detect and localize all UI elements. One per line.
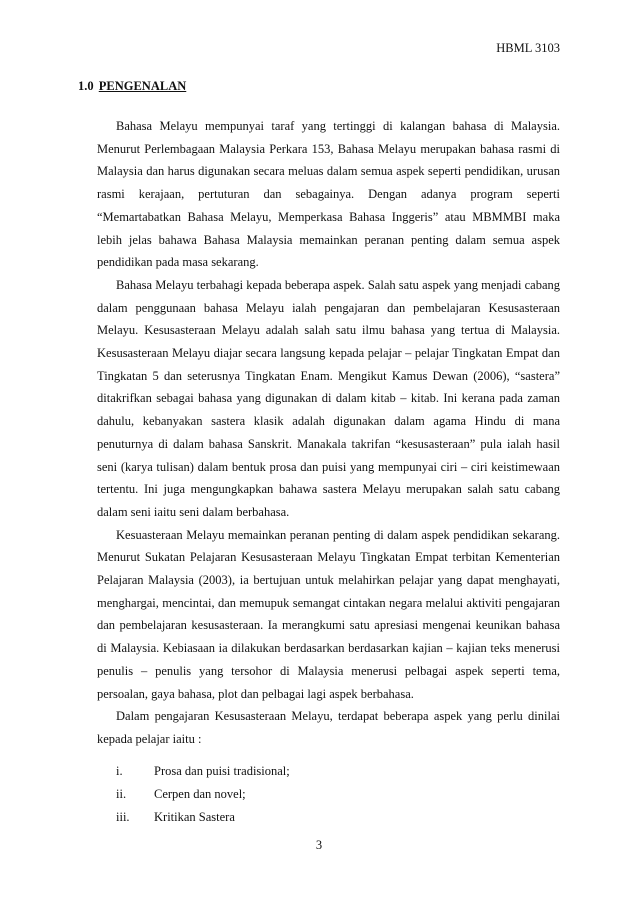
- paragraph-assessment: Dalam pengajaran Kesusasteraan Melayu, terdapat beberapa aspek yang perlu dinilai kepada pelajar iaitu :: [97, 709, 560, 746]
- list-marker: iii.: [116, 810, 130, 824]
- paragraph-intro: Bahasa Melayu mempunyai taraf yang tertinggi di kalangan bahasa di Malaysia. Menurut Perlembagaan Malaysia Perkara 153, Bahasa Melayu merupakan bahasa rasmi di Malaysia dan harus digunakan secara meluas dalam semua aspek seperti pendidikan, urusan rasmi kerajaan, pertuturan dan sebagainya. Dengan adanya program seperti “Memartabatkan Bahasa Melayu, Memperkasa Bahasa Inggeris” atau MBMMBI maka lebih jelas bahawa Bahasa Malaysia memainkan peranan penting dalam semua aspek pendidikan pada masa sekarang.: [97, 119, 560, 270]
- list-marker: ii.: [116, 787, 127, 801]
- page-number: 3: [315, 838, 323, 852]
- paragraph-aspects: Bahasa Melayu terbahagi kepada beberapa aspek. Salah satu aspek yang menjadi cabang dalam penggunaan bahasa Melayu ialah pengajaran dan pembelajaran Kesusasteraan Melayu. Kesusasteraan Melayu adalah salah satu ilmu bahasa yang tertua di Malaysia. Kesusasteraan Melayu diajar secara langsung kepada pelajar – pelajar Tingkatan Empat dan Tingkatan 5 dan seterusnya Tingkatan Enam. Mengikut Kamus Dewan (2006), “sastera” ditakrifkan sebagai bahasa yang digunakan di dalam kitab – kitab. Ini kerana pada zaman dahulu, kebanyakan sastera klasik adalah digunakan dalam agama Hindu di mana penuturnya di dalam bahasa Sanskrit. Manakala takrifan “kesusasteraan” pula ialah hasil seni (karya tulisan) dalam bentuk prosa dan puisi yang mempunyai ciri – ciri keistimewaan tertentu. Ini juga mengungkapkan bahawa sastera Melayu merupakan salah satu cabang dalam seni iaitu seni dalam berbahasa.: [97, 277, 560, 519]
- list-item-text: Kritikan Sastera: [154, 810, 235, 824]
- list-item: [116, 810, 235, 825]
- course-code-header: HBML 3103: [496, 41, 560, 55]
- section-number: 1.0: [78, 79, 94, 93]
- list-item: [116, 764, 290, 779]
- paragraph-importance: Kesuasteraan Melayu memainkan peranan penting di dalam aspek pendidikan sekarang. Menurut Sukatan Pelajaran Kesusasteraan Melayu Tingkatan Empat terbitan Kementerian Pelajaran Malaysia (2003), ia bertujuan untuk melahirkan pelajar yang dapat menghayati, menghargai, mencintai, dan memupuk semangat cintakan negara melalui aktiviti pengajaran dan pembelajaran kesusasteraan. Ia merangkumi satu apresiasi mengenai keunikan bahasa di Malaysia. Kebiasaan ia dilakukan berdasarkan berdasarkan kajian – kajian teks menerusi penulis – penulis yang tersohor di Malaysia menerusi pelbagai aspek seperti tema, persoalan, gaya bahasa, plot dan pelbagai lagi aspek berbahasa.: [97, 527, 560, 701]
- list-marker: i.: [116, 764, 123, 778]
- list-item-text: Prosa dan puisi tradisional;: [154, 764, 290, 778]
- section-title: PENGENALAN: [98, 79, 187, 93]
- list-item-text: Cerpen dan novel;: [154, 787, 246, 801]
- body-text: [97, 115, 560, 751]
- section-heading: [78, 79, 186, 94]
- list-item: [116, 787, 246, 802]
